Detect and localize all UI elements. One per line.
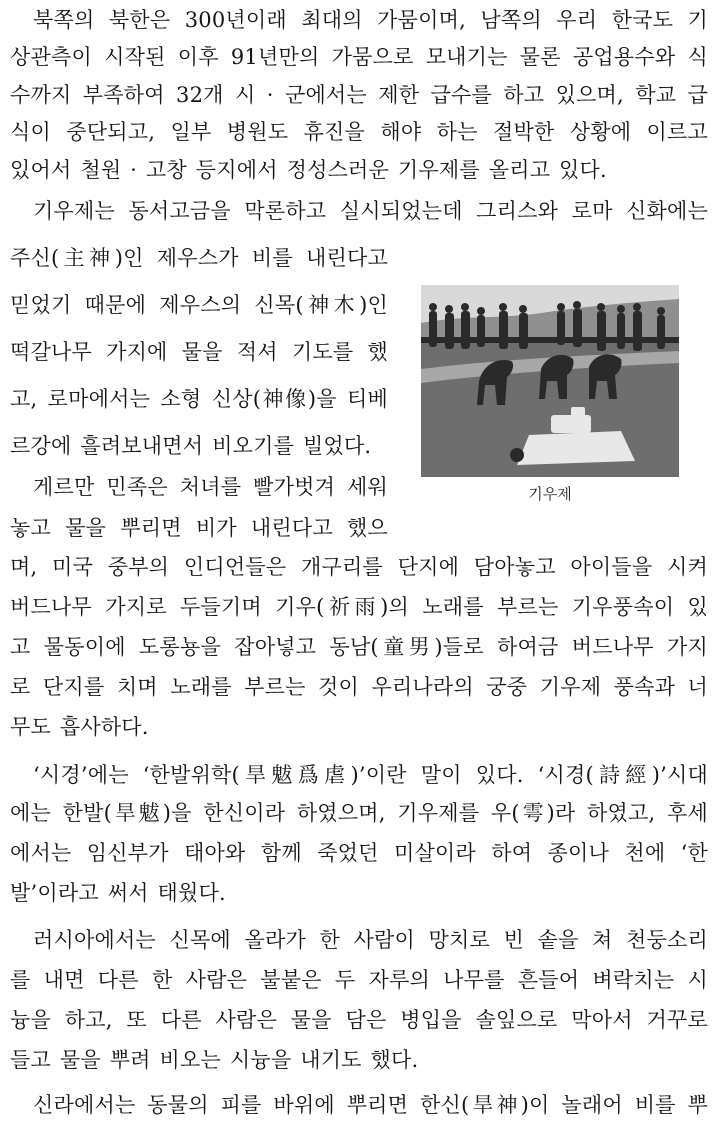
text-line: 며, 미국 중부의 인디언들은 개구리를 단지에 담아놓고 아이들을 시켜: [10, 555, 708, 579]
text-line: 주신(主神)인 제우스가 비를 내린다고: [10, 246, 388, 270]
text-line: 르강에 흘려보내면서 비오기를 빌었다.: [10, 434, 372, 458]
text-line: 고, 로마에서는 소형 신상(神像)을 티베: [10, 387, 388, 411]
text-line: 를 내면 다른 한 사람은 불붙은 두 자루의 나무를 흔들어 벼락치는 시: [10, 968, 708, 992]
text-line: 떡갈나무 가지에 물을 적셔 기도를 했: [10, 340, 388, 364]
text-line: 버드나무 가지로 두들기며 기우(祈雨)의 노래를 부르는 기우풍속이 있: [10, 595, 708, 619]
text-line: 로 단지를 치며 노래를 부르는 것이 우리나라의 궁중 기우제 풍속과 너: [10, 675, 708, 699]
text-line: 기우제는 동서고금을 막론하고 실시되었는데 그리스와 로마 신화에는: [33, 199, 708, 223]
text-line: 북쪽의 북한은 300년이래 최대의 가뭄이며, 남쪽의 우리 한국도 기: [33, 8, 708, 32]
ritual-photo: [421, 285, 679, 477]
text-line: 놓고 물을 뿌리면 비가 내린다고 했으: [10, 516, 388, 540]
photo-small-object: [510, 448, 524, 462]
text-line: 게르만 민족은 처녀를 빨가벗겨 세워: [33, 475, 388, 499]
text-line: 무도 흡사하다.: [10, 715, 149, 739]
photo-caption: 기우제: [528, 485, 572, 503]
text-line: ‘시경’에는 ‘한발위학(旱魃爲虐)’이란 말이 있다. ‘시경(詩經)’시대: [33, 763, 708, 787]
text-line: 들고 물을 뿌려 비오는 시늉을 내기도 했다.: [10, 1048, 419, 1072]
text-line: 믿었기 때문에 제우스의 신목(神木)인: [10, 293, 388, 317]
text-line: 늉을 하고, 또 다른 사람은 물을 담은 병입을 솔잎으로 막아서 거꾸로: [10, 1008, 708, 1032]
text-line: 러시아에서는 신목에 올라가 한 사람이 망치로 빈 솥을 쳐 천둥소리: [33, 928, 708, 952]
text-line: 수까지 부족하여 32개 시 · 군에서는 제한 급수를 하고 있으며, 학교 급: [10, 83, 708, 107]
text-line: 있어서 철원 · 고창 등지에서 정성스러운 기우제를 올리고 있다.: [10, 158, 607, 182]
text-line: 발’이라고 써서 태웠다.: [10, 881, 226, 905]
text-line: 상관측이 시작된 이후 91년만의 가뭄으로 모내기는 물론 공업용수와 식: [10, 45, 708, 69]
text-line: 에서는 임신부가 태아와 함께 죽었던 미살이라 하여 종이나 천에 ‘한: [10, 841, 708, 865]
ritual-photo-image: [421, 285, 679, 477]
text-line: 고 물동이에 도롱뇽을 잡아넣고 동남(童男)들로 하여금 버드나무 가지: [10, 635, 708, 659]
text-line: 신라에서는 동물의 피를 바위에 뿌리면 한신(旱神)이 놀래어 비를 뿌: [33, 1093, 708, 1117]
text-line: 에는 한발(旱魃)을 한신이라 하였으며, 기우제를 우(雩)라 하였고, 후세: [10, 801, 708, 825]
text-line: 식이 중단되고, 일부 병원도 휴진을 해야 하는 절박한 상황에 이르고: [10, 120, 708, 144]
